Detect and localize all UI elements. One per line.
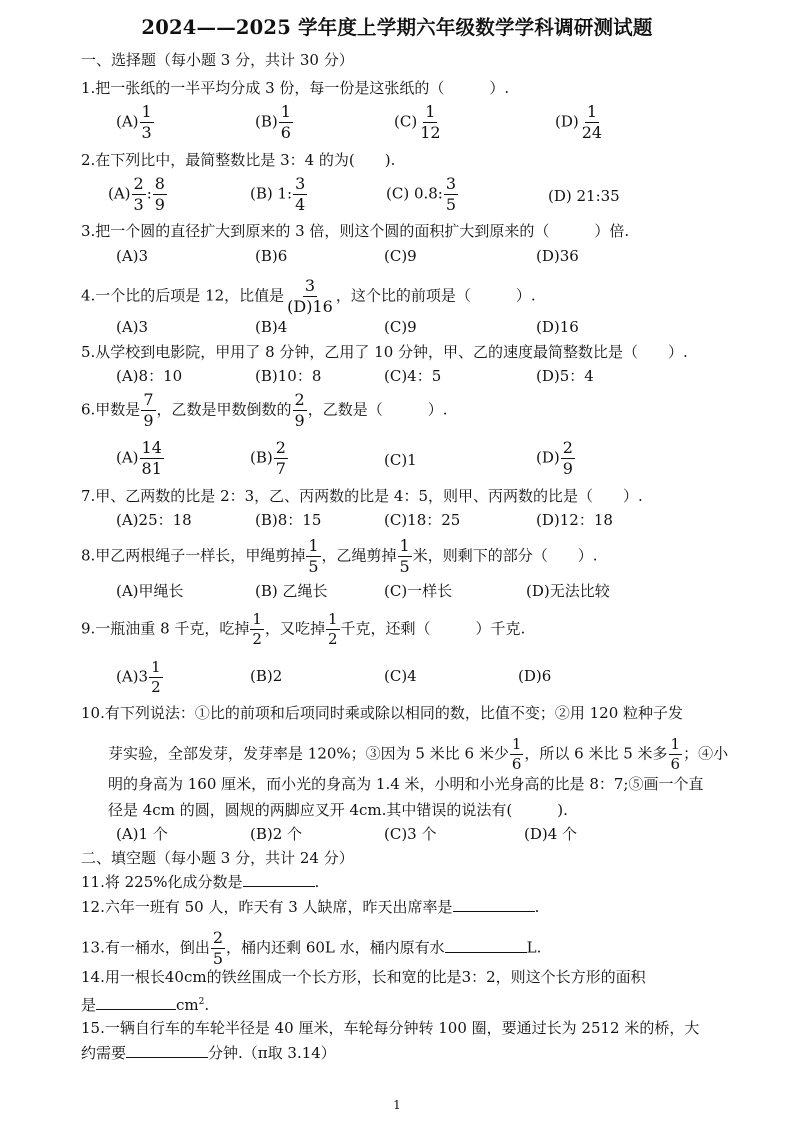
- answer-blank: [243, 872, 315, 887]
- q8-option-b: (B) 乙绳长: [255, 582, 328, 600]
- answer-blank: [126, 1043, 208, 1058]
- q2-option-c: (C) 0.8: $\frac{3}{5}$: [386, 174, 457, 214]
- fraction: $\frac{3}{(D)16}$: [287, 276, 333, 316]
- q1-option-d: (D) $\frac{1}{24}$: [555, 102, 603, 142]
- fraction: $\frac{1}{2}$: [327, 610, 338, 648]
- fraction: $\frac{14}{81}$: [141, 438, 162, 478]
- question-10-line3: 明的身高为 160 厘米，而小光的身高为 1.4 米，小明和小光身高的比是 8：7;⑤画一个直: [108, 775, 704, 793]
- q9-option-c: (C)4: [384, 667, 417, 685]
- q1-option-a: (A) $\frac{1}{3}$: [116, 102, 152, 142]
- section2-heading: 二、填空题（每小题 3 分，共计 24 分）: [81, 849, 354, 867]
- page-title: 2024——2025 学年度上学期六年级数学学科调研测试题: [141, 16, 653, 39]
- question-8: 8.甲乙两根绳子一样长，甲绳剪掉 $\frac{1}{5}$ ，乙绳剪掉 $\frac{1}{5}$ 米，则剩下的部分（ ）.: [81, 536, 598, 576]
- question-7: 7.甲、乙两数的比是 2：3，乙、丙两数的比是 4：5，则甲、丙两数的比是（ ）.: [81, 487, 643, 505]
- question-11: 11.将 225%化成分数是 .: [81, 873, 320, 891]
- fraction: $\frac{2}{5}$: [212, 928, 224, 968]
- q9-option-d: (D)6: [518, 667, 552, 685]
- section1-heading: 一、选择题（每小题 3 分，共计 30 分）: [81, 51, 354, 69]
- q8-option-d: (D)无法比较: [526, 582, 610, 600]
- question-4: 4.一个比的后项是 12，比值是 $\frac{3}{(D)16}$ ，这个比的前项是（ ）.: [81, 276, 536, 316]
- q2-option-d: (D) 21:35: [548, 187, 620, 205]
- fraction: $\frac{1}{3}$: [141, 102, 152, 142]
- page-number: 1: [393, 1098, 401, 1112]
- fraction: $\frac{1}{6}$: [280, 102, 291, 142]
- q1-option-b: (B) $\frac{1}{6}$: [255, 102, 291, 142]
- fraction: $\frac{1}{5}$: [399, 536, 410, 576]
- q6-option-d: (D) $\frac{2}{9}$: [536, 438, 573, 478]
- question-14-line2: 是 $cm^2$.: [81, 996, 210, 1014]
- question-14-line1: 14.用一根长40cm的铁丝围成一个长方形，长和宽的比是3：2，则这个长方形的面积: [81, 968, 646, 986]
- question-9: 9.一瓶油重 8 千克，吃掉 $\frac{1}{2}$ ，又吃掉 $\frac{1}{2}$ 千克，还剩（ ）千克.: [81, 610, 526, 648]
- fraction: $\frac{1}{12}$: [420, 102, 441, 142]
- q7-option-d: (D)12：18: [536, 511, 613, 529]
- fraction: $\frac{2}{3}$: [133, 174, 144, 214]
- q10-option-d: (D)4 个: [524, 825, 578, 843]
- question-2: 2.在下列比中，最简整数比是 3：4 的为( ).: [81, 151, 396, 169]
- q4-option-b: (B)4: [255, 318, 288, 336]
- fraction: $\frac{8}{9}$: [154, 174, 165, 214]
- question-6: 6.甲数是 $\frac{7}{9}$ ，乙数是甲数倒数的 $\frac{2}{9}$ ，乙数是（ ）.: [81, 390, 448, 430]
- q2-option-b: (B) 1: $\frac{3}{4}$: [250, 174, 306, 214]
- q7-option-c: (C)18：25: [384, 511, 461, 529]
- fraction: $\frac{3}{4}$: [295, 174, 306, 214]
- question-3: 3.把一个圆的直径扩大到原来的 3 倍，则这个圆的面积扩大到原来的（ ）倍.: [81, 222, 630, 240]
- q7-option-b: (B)8：15: [255, 511, 322, 529]
- q8-option-c: (C)一样长: [384, 582, 453, 600]
- question-5: 5.从学校到电影院，甲用了 8 分钟，乙用了 10 分钟，甲、乙的速度最简整数比是（ ）.: [81, 343, 688, 361]
- q5-option-a: (A)8：10: [116, 367, 183, 385]
- question-10-line2: 芽实验，全部发芽，发芽率是 120%；③因为 5 米比 6 米少 $\frac{1}{6}$ ，所以 6 米比 5 米多 $\frac{1}{6}$ ；④小: [108, 735, 729, 773]
- fraction: $\frac{1}{24}$: [581, 102, 603, 142]
- q10-option-a: (A)1 个: [116, 825, 168, 843]
- fraction: $\frac{2}{9}$: [562, 438, 573, 478]
- answer-blank: [445, 938, 527, 953]
- question-10-line1: 10.有下列说法：①比的前项和后项同时乘或除以相同的数，比值不变；②用 120 粒种子发: [81, 704, 684, 722]
- q5-option-b: (B)10：8: [255, 367, 322, 385]
- q5-option-d: (D)5：4: [536, 367, 594, 385]
- fraction: $\frac{7}{9}$: [143, 390, 154, 430]
- q3-option-b: (B)6: [255, 247, 288, 265]
- fraction: $\frac{3}{5}$: [445, 174, 457, 214]
- q9-option-b: (B)2: [250, 667, 283, 685]
- question-12: 12.六年一班有 50 人，昨天有 3 人缺席，昨天出席率是 .: [81, 898, 540, 916]
- q8-option-a: (A)甲绳长: [116, 582, 184, 600]
- answer-blank: [453, 897, 535, 912]
- q6-option-a: (A) $\frac{14}{81}$: [116, 438, 162, 478]
- q2-option-a: (A) $\frac{2}{3}$ : $\frac{8}{9}$: [108, 174, 165, 214]
- q4-option-c: (C)9: [384, 318, 417, 336]
- q5-option-c: (C)4：5: [384, 367, 442, 385]
- q4-option-a: (A)3: [116, 318, 149, 336]
- question-15-line2: 约需要 分钟.（π取 3.14）: [81, 1044, 336, 1062]
- question-15-line1: 15.一辆自行车的车轮半径是 40 厘米，车轮每分钟转 100 圈，要通过长为 2512 米的桥，大: [81, 1019, 700, 1037]
- question-13: 13.有一桶水，倒出 $\frac{2}{5}$ ，桶内还剩 60L 水，桶内原有水 L.: [81, 928, 542, 968]
- fraction: $\frac{2}{9}$: [294, 390, 305, 430]
- q3-option-d: (D)36: [536, 247, 579, 265]
- q7-option-a: (A)25：18: [116, 511, 192, 529]
- question-10-line4: 径是 4cm 的圆，圆规的两脚应叉开 4cm.其中错误的说法有( ).: [108, 801, 568, 819]
- fraction: $\frac{1}{6}$: [670, 735, 681, 773]
- answer-blank: [96, 995, 176, 1010]
- q9-option-a: (A)3 $\frac{1}{2}$: [116, 658, 161, 696]
- q4-option-d: (D)16: [536, 318, 579, 336]
- q1-option-c: (C) $\frac{1}{12}$: [394, 102, 441, 142]
- q10-option-b: (B)2 个: [250, 825, 303, 843]
- fraction: $\frac{1}{6}$: [511, 735, 522, 773]
- q3-option-a: (A)3: [116, 247, 149, 265]
- fraction: $\frac{1}{2}$: [252, 610, 262, 648]
- q10-option-c: (C)3 个: [384, 825, 437, 843]
- fraction: $\frac{1}{2}$: [151, 658, 161, 696]
- q3-option-c: (C)9: [384, 247, 417, 265]
- q6-option-c: (C)1: [384, 451, 417, 469]
- fraction: $\frac{1}{5}$: [308, 536, 319, 576]
- q6-option-b: (B) $\frac{2}{7}$: [250, 438, 286, 478]
- fraction: $\frac{2}{7}$: [275, 438, 286, 478]
- question-1: 1.把一张纸的一半平均分成 3 份，每一份是这张纸的（ ）.: [81, 79, 510, 97]
